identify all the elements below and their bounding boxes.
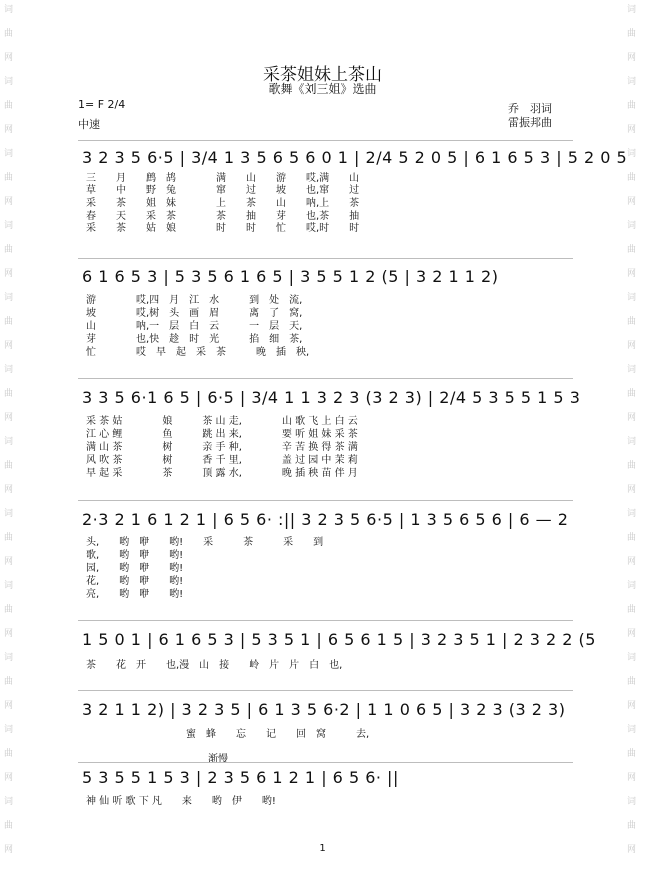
watermark-glyph: 曲: [4, 101, 14, 111]
watermark-glyph: 网: [627, 701, 637, 711]
lyric-verse-3: 满 山 茶 树 亲 手 种, 辛 苦 换 得 茶 满: [86, 442, 358, 453]
lyric-verse-5: 早 起 采 茶 顶 露 水, 晚 插 秧 苗 伴 月: [86, 468, 358, 479]
watermark-glyph: 曲: [627, 677, 637, 687]
watermark-glyph: 网: [4, 557, 14, 567]
watermark-glyph: 词: [4, 581, 14, 591]
watermark-glyph: 词: [4, 365, 14, 375]
watermark-glyph: 词: [627, 365, 637, 375]
system-rule: [78, 140, 573, 141]
watermark-glyph: 曲: [4, 317, 14, 327]
lyric-verse-4: 芽 也,快 趁 时 光 掐 细 茶,: [86, 334, 303, 345]
notation-line-7: 5 3 5 5 1 5 3 | 2 3 5 6 1 2 1 | 6 5 6· ||: [82, 768, 399, 787]
watermark-glyph: 网: [4, 53, 14, 63]
watermark-glyph: 词: [627, 77, 637, 87]
watermark-glyph: 词: [627, 653, 637, 663]
lyric-verse-1: 头, 哟 咿 哟! 采 茶 采 到: [86, 537, 324, 548]
lyric-verse-1: 三 月 鹧 鸪 满 山 游 哎,满 山: [86, 173, 360, 184]
watermark-glyph: 词: [4, 725, 14, 735]
watermark-glyph: 曲: [4, 173, 14, 183]
tempo-marking: 中速: [78, 118, 100, 131]
watermark-glyph: 曲: [627, 317, 637, 327]
watermark-glyph: 词: [4, 149, 14, 159]
watermark-glyph: 网: [627, 485, 637, 495]
system-rule: [78, 762, 573, 763]
watermark-glyph: 曲: [627, 29, 637, 39]
notation-line-4: 2·3 2 1 6 1 2 1 | 6 5 6· :|| 3 2 3 5 6·5 | 1 3 5 6 5 6 | 6 — 2: [82, 510, 569, 529]
watermark-glyph: 曲: [627, 605, 637, 615]
watermark-glyph: 曲: [4, 389, 14, 399]
watermark-glyph: 网: [4, 845, 14, 855]
watermark-glyph: 词: [4, 797, 14, 807]
watermark-glyph: 网: [4, 269, 14, 279]
lyric-verse-5: 亮, 哟 咿 哟!: [86, 589, 184, 600]
lyric-line: 蜜 蜂 忘 记 回 窝 去,: [86, 729, 370, 740]
watermark-glyph: 曲: [627, 533, 637, 543]
watermark-glyph: 网: [627, 557, 637, 567]
watermark-glyph: 网: [4, 629, 14, 639]
lyric-verse-2: 江 心 鲤 鱼 跳 出 来, 要 听 姐 妹 采 茶: [86, 429, 358, 440]
system-rule: [78, 258, 573, 259]
watermark-glyph: 网: [4, 485, 14, 495]
lyric-verse-4: 风 吹 茶 树 香 千 里, 盖 过 园 中 茉 莉: [86, 455, 358, 466]
watermark-glyph: 网: [627, 773, 637, 783]
watermark-glyph: 词: [627, 293, 637, 303]
watermark-glyph: 网: [627, 269, 637, 279]
tempo-change-mark: 渐慢: [208, 754, 228, 765]
notation-line-6: 3 2 1 1 2) | 3 2 3 5 | 6 1 3 5 6·2 | 1 1 0 6 5 | 3 2 3 (3 2 3): [82, 700, 566, 719]
system-rule: [78, 690, 573, 691]
key-signature: 1= F 2/4: [78, 98, 126, 111]
watermark-glyph: 词: [627, 797, 637, 807]
watermark-glyph: 网: [627, 53, 637, 63]
song-subtitle: 歌舞《刘三姐》选曲: [268, 82, 377, 96]
watermark-glyph: 曲: [4, 677, 14, 687]
watermark-glyph: 曲: [627, 245, 637, 255]
lyric-verse-3: 采 茶 姐 妹 上 茶 山 呐,上 茶: [86, 198, 360, 209]
watermark-glyph: 词: [627, 509, 637, 519]
watermark-glyph: 词: [4, 653, 14, 663]
page-number: 1: [319, 843, 326, 854]
watermark-glyph: 词: [627, 5, 637, 15]
watermark-glyph: 网: [627, 125, 637, 135]
lyric-verse-5: 采 茶 姑 娘 时 时 忙 哎,时 时: [86, 223, 360, 234]
lyric-verse-1: 游 哎,四 月 江 水 到 处 流,: [86, 295, 303, 306]
lyric-line: 茶 花 开 也,漫 山 接 岭 片 片 白 也,: [86, 660, 343, 671]
notation-line-1: 3 2 3 5 6·5 | 3/4 1 3 5 6 5 6 0 1 | 2/4 5 2 0 5 | 6 1 6 5 3 | 5 2 0 5: [82, 148, 628, 167]
watermark-glyph: 网: [4, 125, 14, 135]
watermark-glyph: 网: [4, 341, 14, 351]
watermark-glyph: 曲: [627, 101, 637, 111]
watermark-glyph: 曲: [4, 461, 14, 471]
watermark-glyph: 词: [4, 221, 14, 231]
watermark-glyph: 曲: [627, 389, 637, 399]
lyric-verse-3: 园, 哟 咿 哟!: [86, 563, 184, 574]
watermark-glyph: 网: [627, 845, 637, 855]
lyricist-credit: 乔 羽词: [508, 102, 552, 115]
watermark-glyph: 曲: [4, 245, 14, 255]
lyric-verse-2: 草 中 野 兔 窜 过 坡 也,窜 过: [86, 185, 360, 196]
lyric-verse-2: 歌, 哟 咿 哟!: [86, 550, 184, 561]
notation-line-3: 3 3 5 6·1 6 5 | 6·5 | 3/4 1 1 3 2 3 (3 2 3) | 2/4 5 3 5 5 1 5 3: [82, 388, 581, 407]
system-rule: [78, 620, 573, 621]
watermark-glyph: 词: [627, 581, 637, 591]
watermark-glyph: 曲: [4, 533, 14, 543]
watermark-glyph: 网: [4, 413, 14, 423]
lyric-verse-4: 春 天 采 茶 茶 抽 芽 也,茶 抽: [86, 211, 360, 222]
watermark-glyph: 网: [4, 197, 14, 207]
lyric-verse-2: 坡 哎,树 头 画 眉 离 了 窝,: [86, 308, 303, 319]
watermark-glyph: 词: [4, 509, 14, 519]
notation-line-5: 1 5 0 1 | 6 1 6 5 3 | 5 3 5 1 | 6 5 6 1 5 | 3 2 3 5 1 | 2 3 2 2 (5: [82, 630, 596, 649]
watermark-glyph: 网: [627, 341, 637, 351]
lyric-verse-1: 采 茶 姑 娘 茶 山 走, 山 歌 飞 上 白 云: [86, 416, 358, 427]
system-rule: [78, 500, 573, 501]
watermark-glyph: 网: [4, 701, 14, 711]
notation-line-2: 6 1 6 5 3 | 5 3 5 6 1 6 5 | 3 5 5 1 2 (5 | 3 2 1 1 2): [82, 267, 499, 286]
lyric-verse-3: 山 呐,一 层 白 云 一 层 天,: [86, 321, 303, 332]
watermark-glyph: 曲: [4, 821, 14, 831]
composer-credit: 雷振邦曲: [508, 116, 552, 129]
watermark-glyph: 曲: [4, 605, 14, 615]
watermark-glyph: 词: [627, 725, 637, 735]
watermark-glyph: 词: [4, 437, 14, 447]
watermark-glyph: 曲: [627, 173, 637, 183]
watermark-glyph: 网: [627, 413, 637, 423]
watermark-glyph: 曲: [627, 749, 637, 759]
watermark-glyph: 网: [627, 629, 637, 639]
watermark-glyph: 网: [627, 197, 637, 207]
watermark-glyph: 词: [627, 221, 637, 231]
watermark-glyph: 词: [627, 149, 637, 159]
watermark-glyph: 网: [4, 773, 14, 783]
lyric-verse-4: 花, 哟 咿 哟!: [86, 576, 184, 587]
system-rule: [78, 378, 573, 379]
watermark-glyph: 曲: [627, 821, 637, 831]
watermark-glyph: 词: [4, 293, 14, 303]
watermark-glyph: 曲: [4, 29, 14, 39]
song-title: 采茶姐妹上茶山: [263, 65, 382, 85]
lyric-line: 神 仙 听 歌 下 凡 来 哟 伊 哟!: [86, 796, 276, 807]
watermark-glyph: 词: [4, 5, 14, 15]
lyric-verse-5: 忙 哎 早 起 采 茶 晚 插 秧,: [86, 347, 310, 358]
watermark-glyph: 词: [4, 77, 14, 87]
watermark-glyph: 曲: [4, 749, 14, 759]
watermark-glyph: 曲: [627, 461, 637, 471]
watermark-glyph: 词: [627, 437, 637, 447]
